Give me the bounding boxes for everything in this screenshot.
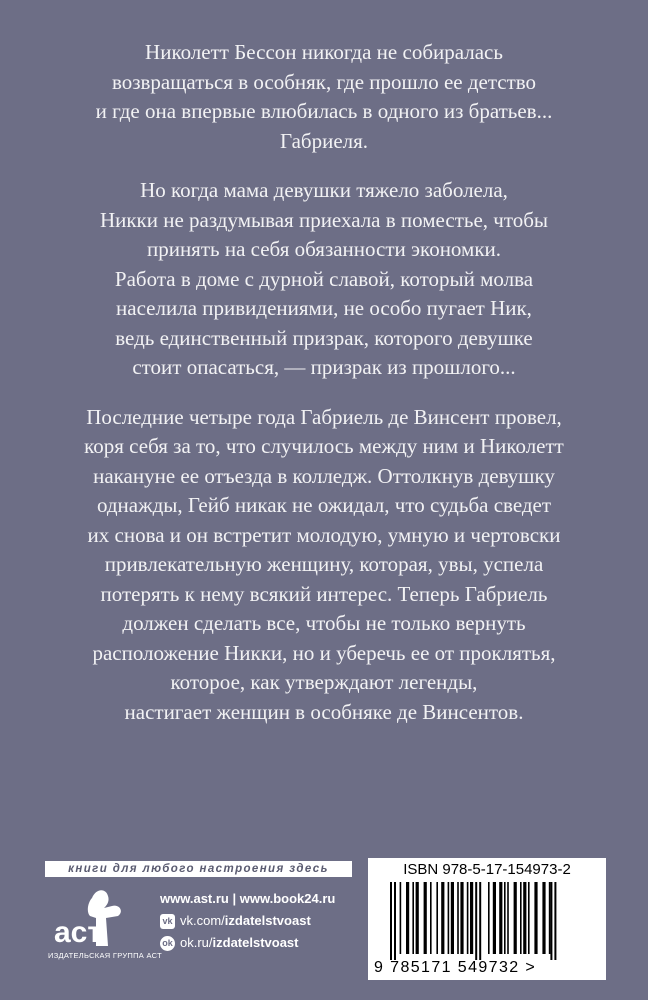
barcode-bar	[504, 882, 506, 954]
websites-text[interactable]: www.ast.ru | www.book24.ru	[160, 891, 336, 906]
blurb-line: населила привидениями, не особо пугает Ник,	[116, 296, 532, 320]
blurb-line: однажды, Гейб никак не ожидал, что судьба сведет	[96, 493, 552, 517]
blurb-line: стоит опасаться, — призрак из прошлого...	[132, 355, 516, 379]
websites-link[interactable]	[160, 888, 335, 910]
publisher-tagline: книги для любого настроения здесь	[45, 861, 352, 877]
isbn-label: ISBN 978-5-17-154973-2	[403, 861, 571, 878]
barcode-bar	[488, 882, 490, 954]
barcode-bar	[514, 882, 517, 954]
barcode-bar	[507, 882, 509, 954]
barcode-bar	[390, 882, 392, 960]
blurb-paragraph-3	[40, 403, 608, 728]
barcode-bar	[406, 882, 409, 954]
blurb-line: привлекательную женщину, которая, увы, успела	[104, 552, 544, 576]
barcode-bar	[451, 882, 454, 954]
barcode-bar	[534, 882, 537, 954]
blurb-line: Никки не раздумывая приехала в поместье, чтобы	[99, 207, 549, 232]
svg-text:аст: аст	[54, 916, 103, 949]
barcode-bar	[542, 882, 545, 954]
barcode-bar	[460, 882, 463, 954]
barcode-digits: 9 785171 549732 >	[374, 959, 537, 976]
barcode-bar	[470, 882, 473, 954]
blurb-line: настигает женщин в особняке де Винсентов.	[124, 699, 524, 724]
ast-logo-icon	[52, 888, 132, 950]
publisher-logo	[48, 888, 162, 968]
blurb-line: Николетт Бессон никогда не собиралась	[145, 40, 503, 64]
blurb-line: расположение Никки, но и уберечь ее от проклятья,	[92, 640, 556, 665]
barcode-bar	[416, 882, 419, 954]
barcode-bar	[394, 882, 396, 960]
ok-prefix[interactable]: ok.ru/	[180, 935, 213, 950]
blurb-line: Но когда мама девушки тяжело заболела,	[140, 178, 508, 202]
barcode-panel	[368, 858, 606, 980]
blurb-line: принять на себя обязанности экономки.	[146, 237, 502, 261]
barcode-bar	[400, 882, 402, 954]
barcode-bar	[430, 882, 432, 954]
barcode-bar	[520, 882, 522, 954]
barcode-bar	[412, 882, 414, 954]
barcode-bar	[549, 882, 551, 954]
barcode-bar	[479, 882, 481, 960]
barcode-bar	[554, 882, 556, 960]
blurb-paragraph-1	[40, 38, 608, 156]
blurb-line: и где она впервые влюбилась в одного из братьев...	[95, 99, 553, 123]
barcode-bar	[448, 882, 450, 954]
blurb-line: Габриеля.	[279, 128, 369, 153]
ok-link[interactable]	[160, 932, 335, 954]
barcode-bar	[467, 882, 469, 954]
barcode-bar	[493, 882, 496, 954]
vk-prefix[interactable]: vk.com/	[180, 913, 225, 928]
vk-link[interactable]	[160, 910, 335, 932]
ok-handle[interactable]: izdatelstvoast	[212, 935, 299, 950]
blurb-line: которое, как утверждают легенды,	[170, 670, 478, 694]
barcode-bar	[424, 882, 427, 954]
blurb-line: ведь единственный призрак, которого девушке	[115, 325, 533, 350]
blurb-line: коря себя за то, что случилось между ним и Николетт	[84, 434, 564, 458]
publisher-caption: ИЗДАТЕЛЬСКАЯ ГРУППА АСТ	[48, 951, 162, 960]
barcode-bar	[441, 882, 444, 954]
barcode-bar	[457, 882, 459, 954]
blurb-line: Работа в доме с дурной славой, который молва	[114, 266, 534, 291]
vk-icon: vk	[160, 914, 175, 929]
publisher-links	[160, 888, 335, 954]
blurb-line: должен сделать все, чтобы не только вернуть	[122, 611, 526, 635]
blurb-line: накануне ее отъезда в колледж. Оттолкнув девушку	[93, 463, 555, 488]
blurb-paragraph-2	[40, 176, 608, 383]
book-blurb	[40, 38, 608, 747]
vk-handle[interactable]: izdatelstvoast	[224, 913, 311, 928]
barcode-bar	[528, 882, 530, 954]
barcode-bar	[436, 882, 438, 954]
barcode-bar	[475, 882, 477, 960]
barcode-bar	[523, 882, 526, 954]
odnoklassniki-icon: ok	[160, 936, 175, 951]
blurb-line: их снова и он встретит молодую, умную и чертовски	[87, 522, 561, 547]
barcode-bar	[499, 882, 502, 954]
blurb-line: возвращаться в особняк, где прошло ее детство	[111, 69, 537, 94]
barcode-bars	[378, 882, 598, 960]
barcode-bar	[550, 882, 552, 960]
blurb-line: Последние четыре года Габриель де Винсент провел,	[86, 404, 562, 429]
blurb-line: потерять к нему всякий интерес. Теперь Габриель	[100, 581, 548, 606]
